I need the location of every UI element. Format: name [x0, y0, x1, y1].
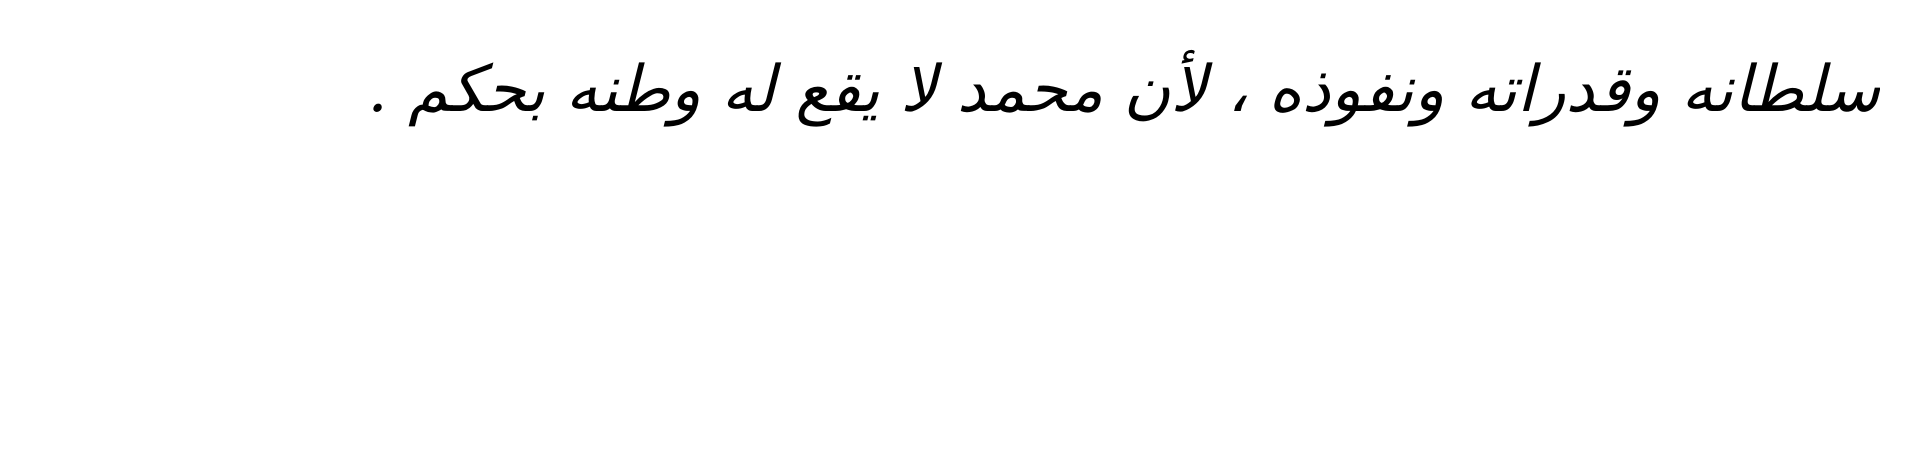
handwritten-arabic-text-line: سلطانه وقدراته ونفوذه ، لأن محمد لا يقع له وطنه بحكم . [367, 53, 1880, 127]
